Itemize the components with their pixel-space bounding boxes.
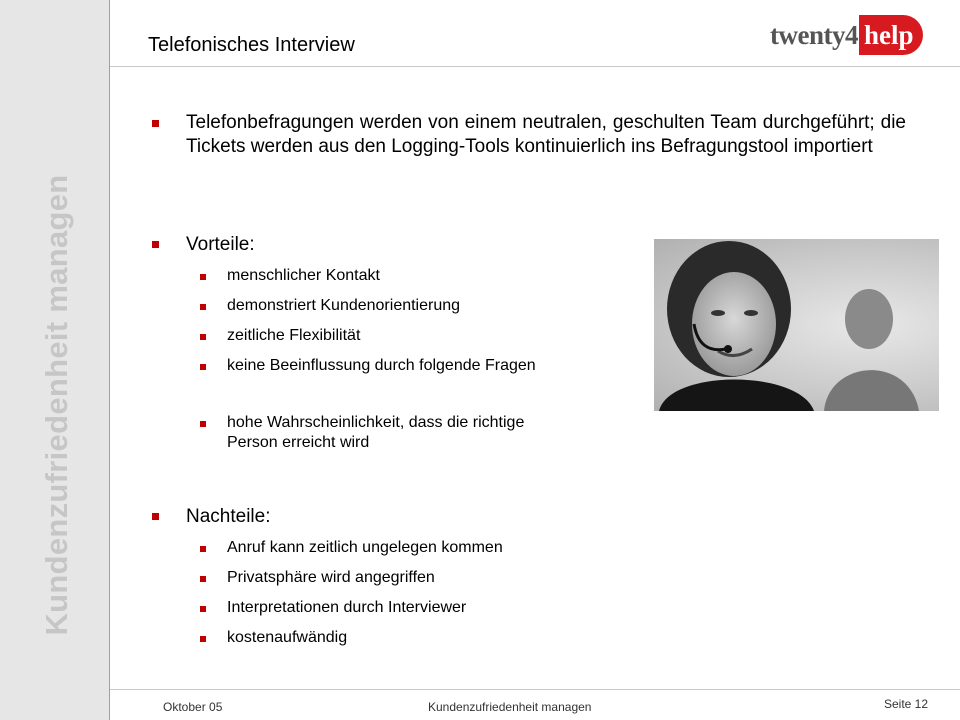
slide-title: Telefonisches Interview [148, 34, 355, 56]
title-divider [110, 66, 960, 67]
bullet-marker [200, 421, 206, 427]
company-logo [770, 12, 923, 58]
bullet-marker [200, 546, 206, 552]
list-item: Nachteile: [186, 506, 271, 527]
bullet-marker [200, 334, 206, 340]
list-item: zeitliche Flexibilität [227, 327, 361, 344]
logo-badge: help [859, 15, 923, 55]
bullet-marker [200, 576, 206, 582]
bullet-marker [152, 513, 159, 520]
bullet-marker [152, 120, 159, 127]
sidebar [0, 0, 110, 720]
footer-divider [110, 689, 960, 690]
page-number: Seite 12 [884, 697, 929, 711]
list-item: Telefonbefragungen werden von einem neutralen, geschulten Team durchgeführt; die Tickets werden aus den Logging-Tools kontinuierlich ins Befragungstool importiert [186, 112, 906, 157]
list-item: demonstriert Kundenorientierung [227, 297, 461, 314]
list-item: keine Beeinflussung durch folgende Fragen [227, 357, 536, 374]
footer-title: Kundenzufriedenheit managen [428, 700, 592, 714]
headset-agent-illustration [654, 239, 939, 411]
logo-word: twenty4 [770, 19, 858, 50]
list-item: Privatsphäre wird angegriffen [227, 569, 435, 586]
footer-date: Oktober 05 [163, 700, 223, 714]
list-item: menschlicher Kontakt [227, 267, 380, 284]
bullet-marker [152, 241, 159, 248]
bullet-marker [200, 274, 206, 280]
call-center-photo [654, 239, 939, 411]
list-item: Vorteile: [186, 234, 255, 255]
bullet-marker [200, 364, 206, 370]
list-item: Interpretationen durch Interviewer [227, 599, 467, 616]
list-item: hohe Wahrscheinlichkeit, dass die richtige Person erreicht wird [227, 414, 525, 451]
list-item: kostenaufwändig [227, 629, 348, 646]
bullet-marker [200, 304, 206, 310]
bullet-marker [200, 606, 206, 612]
list-item: Anruf kann zeitlich ungelegen kommen [227, 539, 503, 556]
bullet-marker [200, 636, 206, 642]
sidebar-title: Kundenzufriedenheit managen [39, 174, 74, 636]
